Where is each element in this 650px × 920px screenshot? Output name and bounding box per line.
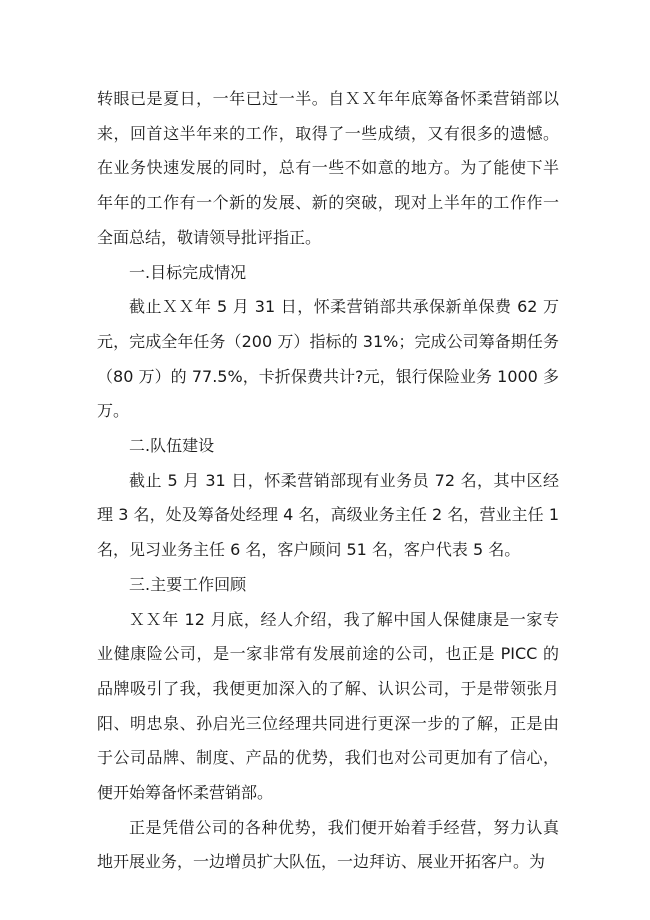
- paragraph-intro: 转眼已是夏日，一年已过一半。自ＸＸ年年底筹备怀柔营销部以来，回首这半年来的工作，取得了一些成绩，又有很多的遗憾。在业务快速发展的同时，总有一些不如意的地方。为了能使下半年年的工作有一个新的发展、新的突破，现对上半年的工作作一全面总结，敬请领导批评指正。: [97, 89, 559, 247]
- paragraph-review: ＸＸ年 12 月底，经人介绍，我了解中国人保健康是一家专业健康险公司，是一家非常有发展前途的公司，也正是 PICC 的品牌吸引了我，我便更加深入的了解、认识公司，于是带领张月阳、明忠泉、孙启光三位经理共同进行更深一步的了解，正是由于公司品牌、制度、产品的优势，我们也对公司更加有了信心，便开始筹备怀柔营销部。: [97, 609, 559, 803]
- section-heading-goals: 一.目标完成情况: [129, 262, 247, 282]
- section-heading-review: 三.主要工作回顾: [129, 574, 247, 594]
- paragraph-operations: 正是凭借公司的各种优势，我们便开始着手经营，努力认真地开展业务，一边增员扩大队伍，一边拜访、展业开拓客户。为: [97, 817, 559, 872]
- document-body: [97, 82, 559, 880]
- section-heading-team: 二.队伍建设: [129, 436, 215, 456]
- paragraph-goals: 截止ＸＸ年 5 月 31 日，怀柔营销部共承保新单保费 62 万元，完成全年任务（200 万）指标的 31%；完成公司筹备期任务（80 万）的 77.5%，卡折保费共计?元，银行保险业务 1000 多万。: [97, 297, 559, 421]
- paragraph-team: 截止 5 月 31 日，怀柔营销部现有业务员 72 名，其中区经理 3 名，处及筹备处经理 4 名，高级业务主任 2 名，营业主任 1 名，见习业务主任 6 名，客户顾问 51 名，客户代表 5 名。: [97, 470, 559, 560]
